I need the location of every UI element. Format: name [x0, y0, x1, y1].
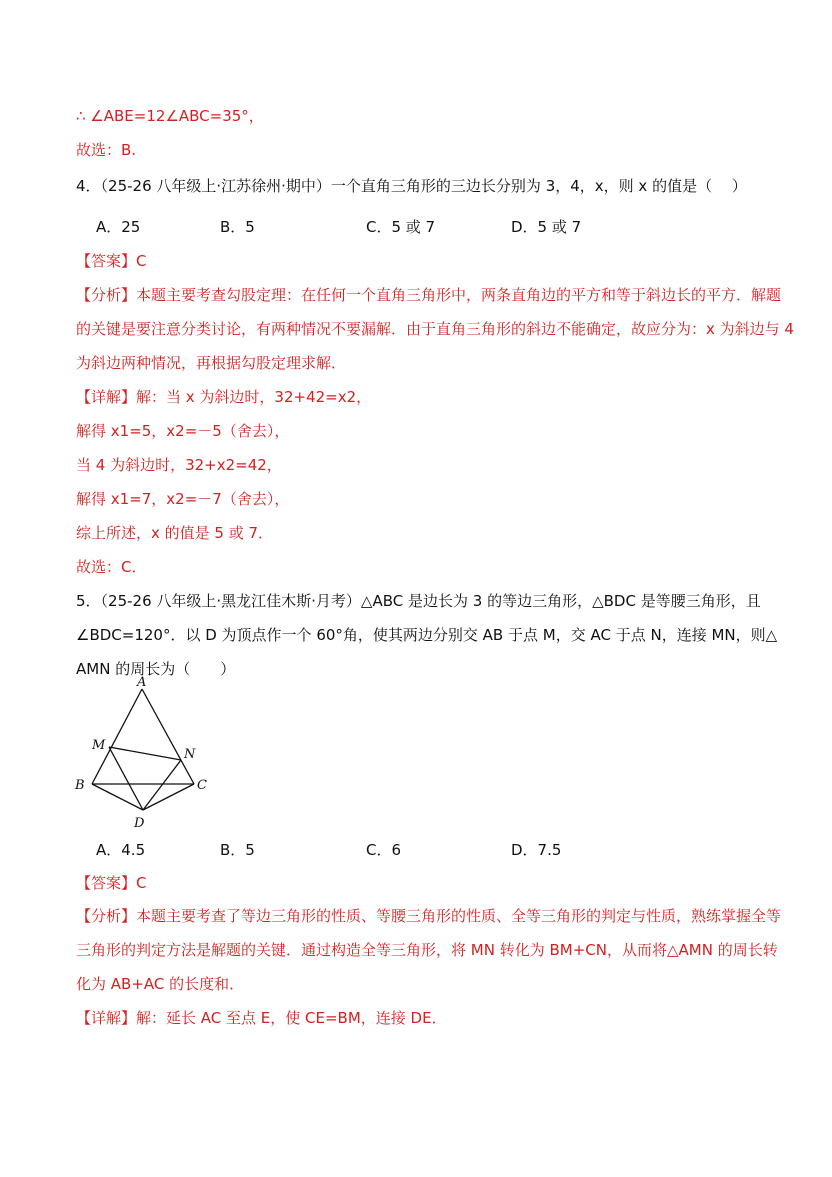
question-5-analysis-line-3: 化为 AB+AC 的长度和．: [76, 975, 245, 993]
segment-mn: [109, 747, 181, 760]
question-4-option-c: C．5 或 7: [366, 218, 436, 236]
question-4-detail-line-4: 解得 x1=7，x2=－7（舍去），: [76, 490, 290, 508]
question-4-detail-line-6: 故选：C．: [76, 558, 147, 576]
analysis-label: 【分析】: [76, 907, 137, 925]
label-c: C: [197, 778, 207, 793]
question-5-option-d: D．7.5: [511, 841, 562, 859]
label-d: D: [134, 816, 145, 831]
question-5-option-c: C．6: [366, 841, 402, 859]
analysis-text: 本题主要考查了等边三角形的性质、等腰三角形的性质、全等三角形的判定与性质，熟练掌握全等: [136, 907, 782, 925]
question-5-answer: 【答案】C: [76, 874, 147, 892]
label-m: M: [92, 738, 106, 753]
detail-label: 【详解】: [76, 388, 137, 406]
question-5-detail-line-1: [76, 1007, 447, 1029]
question-4-analysis-line-2: 的关键是要注意分类讨论，有两种情况不要漏解．由于直角三角形的斜边不能确定，故应分为：x 为斜边与 4: [76, 320, 794, 338]
question-4-analysis-line-3: 为斜边两种情况，再根据勾股定理求解．: [76, 354, 347, 372]
triangle-figure: [70, 675, 220, 835]
question-4-option-a: A．25: [96, 218, 141, 236]
question-5-option-a: A．4.5: [96, 841, 146, 859]
analysis-text: 本题主要考查勾股定理：在任何一个直角三角形中，两条直角边的平方和等于斜边长的平方．解题: [136, 286, 782, 304]
detail-text: 解：延长 AC 至点 E，使 CE=BM，连接 DE．: [136, 1009, 447, 1027]
segment-ab: [92, 689, 142, 784]
question-4-answer: 【答案】C: [76, 252, 147, 270]
detail-label: 【详解】: [76, 1009, 137, 1027]
analysis-label: 【分析】: [76, 286, 137, 304]
question-4-analysis-line-1: [76, 284, 781, 306]
solution-line-choose: 故选：B.: [76, 141, 137, 159]
question-5-analysis-line-1: [76, 905, 781, 927]
label-b: B: [75, 778, 85, 793]
question-4-option-d: D．5 或 7: [511, 218, 582, 236]
question-5-analysis-line-2: 三角形的判定方法是解题的关键．通过构造全等三角形，将 MN 转化为 BM+CN，从而将△AMN 的周长转: [76, 941, 778, 959]
label-n: N: [184, 747, 196, 762]
segment-md: [109, 747, 143, 810]
segment-cd: [143, 784, 194, 810]
question-4-detail-line-1: [76, 386, 371, 408]
question-4-stem: 4．（25-26 八年级上·江苏徐州·期中）一个直角三角形的三边长分别为 3，4，x，则 x 的值是（ ）: [76, 177, 747, 195]
question-5-stem-line-1: 5．（25-26 八年级上·黑龙江佳木斯·月考）△ABC 是边长为 3 的等边三角形，△BDC 是等腰三角形，且: [76, 592, 761, 610]
question-5-stem-line-3: AMN 的周长为（ ）: [76, 660, 236, 678]
question-5-option-b: B．5: [220, 841, 255, 859]
solution-line-angle: ∴ ∠ABE=12∠ABC=35°，: [76, 107, 264, 125]
label-a: A: [137, 675, 147, 690]
question-5-stem-line-2: ∠BDC=120°．以 D 为顶点作一个 60°角，使其两边分别交 AB 于点 M，交 AC 于点 N，连接 MN，则△: [76, 626, 778, 644]
detail-text: 解：当 x 为斜边时，32+42=x2，: [136, 388, 372, 406]
question-4-detail-line-5: 综上所述，x 的值是 5 或 7．: [76, 524, 274, 542]
question-4-option-b: B．5: [220, 218, 255, 236]
segment-ac: [142, 689, 194, 784]
question-4-detail-line-3: 当 4 为斜边时，32+x2=42，: [76, 456, 282, 474]
segment-nd: [143, 760, 181, 810]
question-4-detail-line-2: 解得 x1=5，x2=－5（舍去），: [76, 422, 290, 440]
